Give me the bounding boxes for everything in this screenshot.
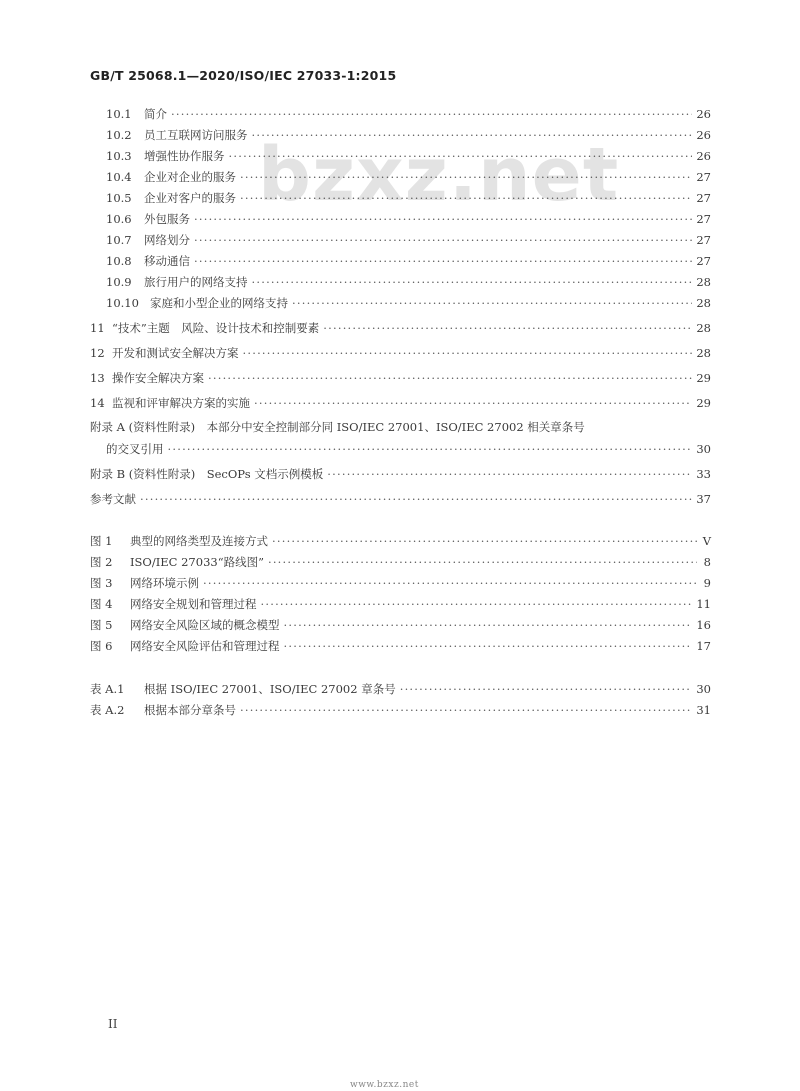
page-number: II xyxy=(108,1017,118,1031)
toc-entry-10-3[interactable]: 10.3 增强性协作服务 ····· 26 xyxy=(106,147,711,165)
toc-table-a2[interactable]: 表 A.2 根据本部分章条号 ····· 31 xyxy=(90,701,711,719)
toc-entry-11[interactable]: 11 “技术”主题 风险、设计技术和控制要素 ····· 28 xyxy=(90,319,711,337)
toc-figure-5[interactable]: 图 5 网络安全风险区域的概念模型 ····· 16 xyxy=(90,616,711,634)
toc-entry-10-9[interactable]: 10.9 旅行用户的网络支持 ····· 28 xyxy=(106,273,711,291)
toc-entry-references[interactable]: 参考文献 ····· 37 xyxy=(90,490,711,508)
toc-entry-13[interactable]: 13 操作安全解决方案 ····· 29 xyxy=(90,369,711,387)
toc-entry-10-8[interactable]: 10.8 移动通信 ····· 27 xyxy=(106,252,711,270)
toc-figure-2[interactable]: 图 2 ISO/IEC 27033“路线图” ····· 8 xyxy=(90,553,711,571)
toc-entry-10-10[interactable]: 10.10 家庭和小型企业的网络支持 ····· 28 xyxy=(106,294,711,312)
toc-entry-appendix-b[interactable]: 附录 B (资料性附录) SecOPs 文档示例模板 ····· 33 xyxy=(90,465,711,483)
standard-header: GB/T 25068.1—2020/ISO/IEC 27033-1:2015 xyxy=(90,68,397,83)
toc-figure-4[interactable]: 图 4 网络安全规划和管理过程 ····· 11 xyxy=(90,595,711,613)
watermark: bzxz.net xyxy=(258,132,620,218)
toc-figure-6[interactable]: 图 6 网络安全风险评估和管理过程 ····· 17 xyxy=(90,637,711,655)
toc-figure-1[interactable]: 图 1 典型的网络类型及连接方式 ····· V xyxy=(90,532,711,550)
toc-entry-10-4[interactable]: 10.4 企业对企业的服务 ····· 27 xyxy=(106,168,711,186)
bottom-watermark: www.bzxz.net xyxy=(350,1080,419,1090)
toc-entry-appendix-a[interactable]: 的交叉引用 ····· 30 xyxy=(106,440,711,458)
toc-entry-appendix-a-line1[interactable]: 附录 A (资料性附录) 本部分中安全控制部分同 ISO/IEC 27001、ISO/IEC 27002 相关章条号 xyxy=(90,420,585,434)
toc-entry-10-1[interactable]: 10.1 简介 ····· 26 xyxy=(106,105,711,123)
toc-figure-3[interactable]: 图 3 网络环境示例 ····· 9 xyxy=(90,574,711,592)
toc-entry-12[interactable]: 12 开发和测试安全解决方案 ····· 28 xyxy=(90,344,711,362)
toc-entry-10-2[interactable]: 10.2 员工互联网访问服务 ····· 26 xyxy=(106,126,711,144)
toc-entry-10-5[interactable]: 10.5 企业对客户的服务 ····· 27 xyxy=(106,189,711,207)
toc-entry-10-7[interactable]: 10.7 网络划分 ····· 27 xyxy=(106,231,711,249)
toc-entry-14[interactable]: 14 监视和评审解决方案的实施 ····· 29 xyxy=(90,394,711,412)
toc-entry-10-6[interactable]: 10.6 外包服务 ····· 27 xyxy=(106,210,711,228)
toc-table-a1[interactable]: 表 A.1 根据 ISO/IEC 27001、ISO/IEC 27002 章条号 ····· 30 xyxy=(90,680,711,698)
